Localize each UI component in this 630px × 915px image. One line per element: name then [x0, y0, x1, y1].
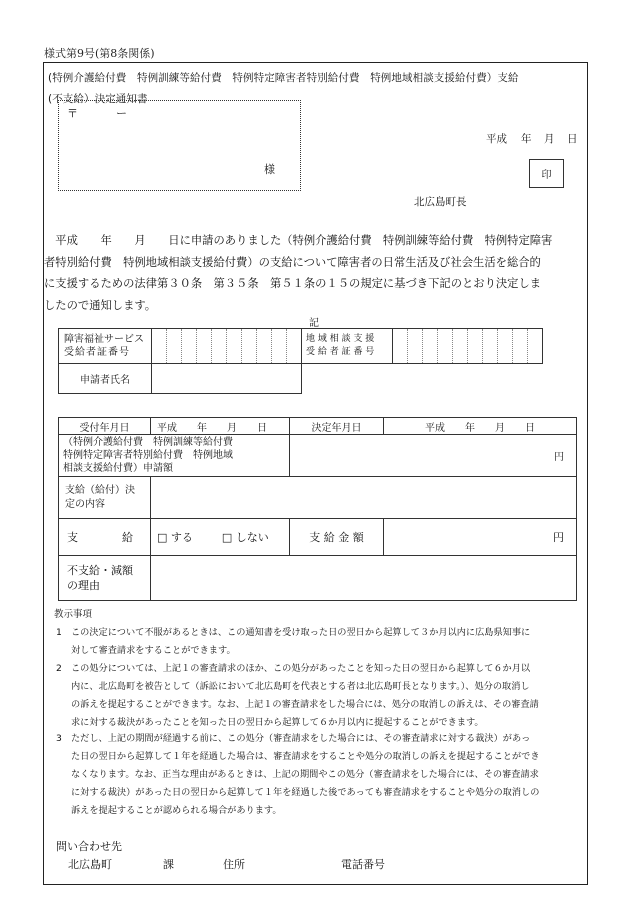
reason-label: 不支給・減額 の理由 — [59, 556, 151, 601]
requested-amount-label: （特例介護給付費 特例訓練等給付費 特例特定障害者特別給付費 特例地域 相談支援給付費）申請額 — [59, 435, 290, 477]
postal-dash: ー — [116, 107, 127, 120]
decision-table — [58, 417, 577, 601]
payment-content-label: 支給（給付）決 定の内容 — [59, 477, 151, 519]
regional-digit[interactable] — [438, 329, 453, 364]
postal-mark: 〒 — [67, 107, 78, 120]
recipient-digit[interactable] — [152, 329, 167, 364]
body-line: 者特別給付費 特例地域相談支援給付費）の支給について障害者の日常生活及び社会生活を総合的 — [44, 255, 541, 269]
regional-digit[interactable] — [513, 329, 528, 364]
issue-date-month: 月 — [544, 133, 555, 145]
received-date-field[interactable]: 平成 年 月 日 — [151, 418, 290, 435]
regional-digit[interactable] — [423, 329, 438, 364]
decision-date-label: 決定年月日 — [290, 418, 384, 435]
recipient-digit[interactable] — [242, 329, 257, 364]
contact-heading: 問い合わせ先 — [56, 840, 122, 853]
recipient-number-label: 障害福祉サービス 受給者証番号 — [59, 329, 152, 364]
recipient-digit[interactable] — [212, 329, 227, 364]
title-line-1: (特例介護給付費 特例訓練等給付費 特例特定障害者特別給付費 特例地域相談支援給付費）支給 — [48, 72, 519, 84]
payment-amount-label: 支 給 金 額 — [290, 519, 384, 556]
recipient-digit[interactable] — [167, 329, 182, 364]
recipient-digit[interactable] — [287, 329, 302, 364]
recipient-digit[interactable] — [197, 329, 212, 364]
instruction-number: 3 — [56, 733, 62, 744]
regional-digit[interactable] — [393, 329, 408, 364]
contact-town: 北広島町 — [68, 858, 112, 871]
applicant-name-label: 申請者氏名 — [59, 364, 152, 394]
payment-yes-checkbox[interactable]: □ する — [157, 531, 193, 544]
payment-choice-cell — [151, 519, 290, 556]
body-line: したので通知します。 — [44, 298, 157, 312]
reason-field[interactable] — [151, 556, 577, 601]
regional-digit[interactable] — [468, 329, 483, 364]
recipient-digit[interactable] — [272, 329, 287, 364]
regional-number-label: 地 域 相 談 支 援 受 給 者 証 番 号 — [302, 329, 393, 364]
contact-phone-label: 電話番号 — [341, 858, 385, 871]
body-line: に支援するための法律第３０条 第３５条 第５１条の１５の規定に基づき下記のとおり決定しま — [44, 277, 542, 290]
instruction-number: 1 — [56, 627, 62, 638]
recipient-digit[interactable] — [227, 329, 242, 364]
payment-amount-field[interactable] — [384, 519, 577, 556]
instruction-item-1: 1 この決定について不服があるときは、この通知書を受け取った日の翌日から起算して３か月以内に広島県知事に 対して審査請求をすることができます。 — [56, 624, 586, 660]
issue-date-day: 日 — [567, 133, 578, 145]
regional-digit[interactable] — [483, 329, 498, 364]
instruction-item-2: 2 この処分については、上記１の審査請求のほか、この処分があったことを知った日の翌日から起算して６か月以 内に、北広島町を被告として（訴訟において北広島町を代表とする者は北広島町長となります。）、処分の取消し の訴えを提起することができます。なお、上記１の審査請求をした場合には、処分の取消しの訴えは、その審査請 求に対する裁決があったことを知った日の翌日から起算して６か月以内に提起することができます。 — [56, 660, 586, 732]
instruction-number: 2 — [56, 663, 62, 674]
received-date-label: 受付年月日 — [59, 418, 151, 435]
recipient-digit[interactable] — [257, 329, 272, 364]
regional-digit[interactable] — [498, 329, 513, 364]
body-line: 平成 年 月 日に申請のありました（特例介護給付費 特例訓練等給付費 特例特定障害 — [44, 234, 553, 247]
issue-date-era: 平成 — [486, 133, 507, 145]
recipient-address-box[interactable] — [58, 100, 301, 191]
notice-body — [44, 230, 584, 316]
payment-label: 支 給 — [59, 519, 151, 556]
contact-section: 課 — [163, 858, 174, 871]
regional-digit[interactable] — [453, 329, 468, 364]
requested-amount-field[interactable] — [290, 435, 577, 477]
recipient-digit[interactable] — [182, 329, 197, 364]
honorific-sama: 様 — [264, 163, 275, 176]
payment-no-checkbox[interactable]: □ しない — [221, 531, 269, 544]
ki-heading: 記 — [309, 318, 319, 329]
regional-digit[interactable] — [408, 329, 423, 364]
applicant-name-field[interactable] — [152, 364, 302, 394]
id-number-table — [58, 328, 543, 394]
instructions-heading: 教示事項 — [54, 609, 93, 620]
payment-content-field[interactable] — [151, 477, 577, 519]
title-line-2: (不支給）決定通知書 — [48, 93, 148, 105]
issue-date-year: 年 — [521, 133, 532, 145]
yen-unit: 円 — [553, 531, 564, 544]
decision-date-field[interactable]: 平成 年 月 日 — [384, 418, 577, 435]
yen-unit: 円 — [554, 452, 564, 463]
regional-digit[interactable] — [528, 329, 543, 364]
contact-address-label: 住所 — [223, 858, 245, 871]
instruction-item-3: 3 ただし、上記の期間が経過する前に、この処分（審査請求をした場合には、その審査請求に対する裁決）があっ た日の翌日から起算して１年を経過した場合は、審査請求をすることや処分の取消しの訴えを提起することができ なくなります。なお、正当な理由があるときは、上記の期間やこの処分（審査請求をした場合には、その審査請求 に対する裁決）があった日の翌日から起算して１年を経過した後であっても審査請求をすることや処分の取消しの 訴えを提起することが認められる場合があります。 — [56, 730, 586, 820]
form-number: 様式第9号(第8条関係) — [44, 47, 155, 60]
official-seal-box: 印 — [529, 159, 564, 188]
issuer-name: 北広島町長 — [414, 196, 467, 208]
